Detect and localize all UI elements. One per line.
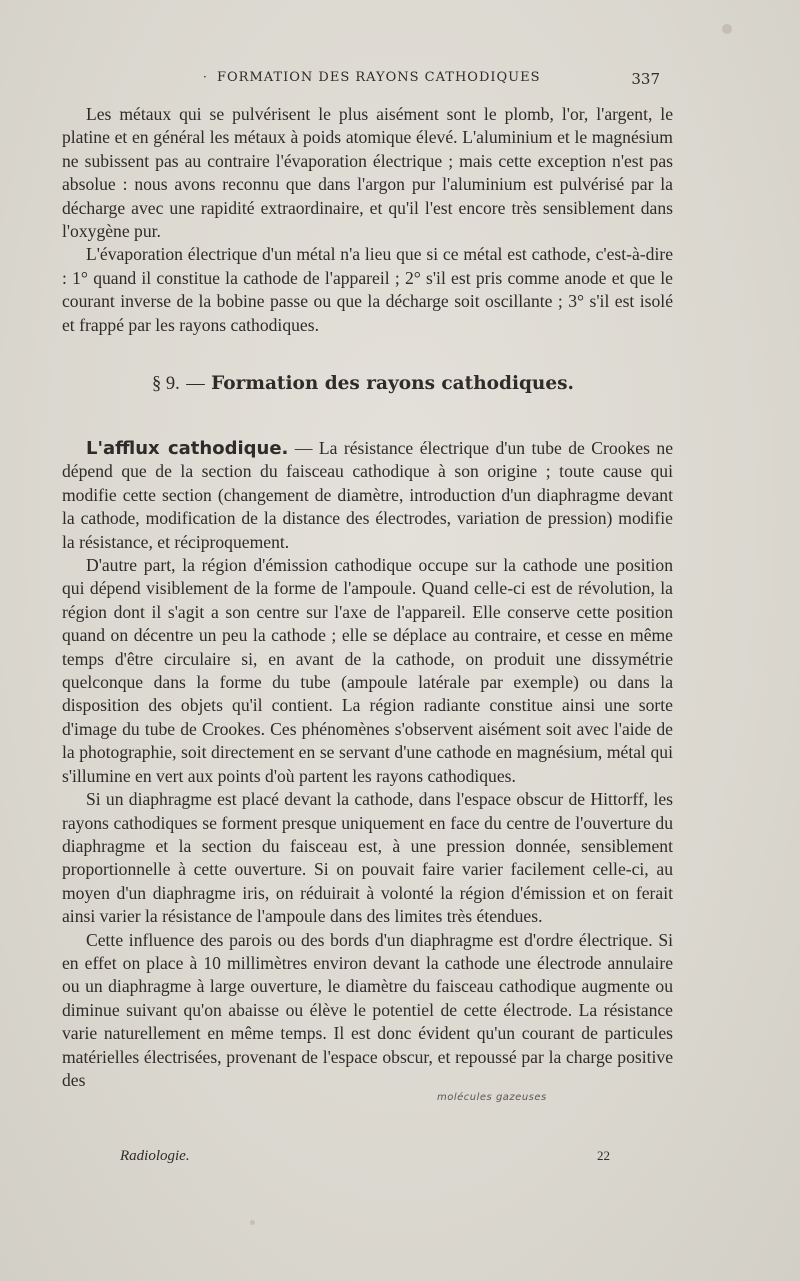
section-title: Formation des rayons cathodiques. [211,373,574,394]
paragraph: Si un diaphragme est placé devant la cathode, dans l'espace obscur de Hittorff, les rayons cathodiques se forment presque uniquement en face du centre de l'ouverture du diaphragme et la section du faisceau est, à une pression donnée, sensiblement proportionnelle à cette ouverture. Si on pouvait faire varier facilement celle-ci, au moyen d'un diaphragme iris, on réduirait à volonté la région d'émission et on ferait ainsi varier la résistance de l'ampoule dans des limites très étendues. [62,789,673,927]
paper-stain [722,24,732,34]
paragraph: Les métaux qui se pulvérisent le plus aisément sont le plomb, l'or, l'argent, le platine et en général les métaux à poids atomique élevé. L'aluminium et le magnésium ne subissent pas au contraire l'évaporation électrique ; mais cette exception n'est pas absolue : nous avons reconnu que dans l'argon pur l'aluminium est pulvérisé par la décharge avec une rapidité extraordinaire, et qu'il l'est encore très sensiblement dans l'oxygène pur. [62,104,673,242]
section-dash: — [186,374,205,394]
page-footer [120,1148,610,1170]
header-dot: · [203,70,207,84]
page-number: 337 [631,70,660,88]
runin-heading: L'afflux cathodique. [86,438,289,459]
signature-mark: Radiologie. [120,1148,190,1164]
running-title: FORMATION DES RAYONS CATHODIQUES [217,70,541,85]
paragraph: D'autre part, la région d'émission cathodique occupe sur la cathode une position qui dépend visiblement de la forme de l'ampoule. Quand celle-ci est de révolution, la région dont il s'agit a son centre sur l'axe de l'appareil. Elle conserve cette position quand on décentre un peu la cathode ; elle se déplace au contraire, et cesse en même temps d'être circulaire si, en avant de la cathode, on produit une dissymétrie quelconque dans la forme du tube (ampoule latérale par exemple) ou dans la disposition des objets qu'il contient. La région radiante constitue ainsi une sorte d'image du tube de Crookes. Ces phénomènes s'observent aisément soit avec l'aide de la photographie, soit directement en se servant d'une cathode en magnésium, métal qui s'illumine en vert aux points d'où partent les rayons cathodiques. [62,555,673,786]
handwritten-annotation: molécules gazeuses [437,1092,547,1103]
paragraph-text: La résistance électrique d'un tube de Crookes ne dépend que de la section du faisceau cathodique à son origine ; toute cause qui modifie cette section (changement de diamètre, introduction d'un diaphragme devant la cathode, modification de la distance des électrodes, variation de pression) modifie la résistance, et réciproquement. [62,438,673,552]
paper-stain [250,1220,255,1225]
text-block-main [62,437,673,1092]
runin-dash: — [294,438,313,458]
section-number: § 9. [152,374,180,394]
signature-number: 22 [597,1148,610,1163]
paragraph: L'évaporation électrique d'un métal n'a lieu que si ce métal est cathode, c'est-à-dire : 1° quand il constitue la cathode de l'appareil ; 2° s'il est pris comme anode et que le courant inverse de la bobine passe ou que la décharge soit oscillante ; 3° s'il est isolé et frappé par les rayons cathodiques. [62,244,673,335]
text-block-top [62,103,673,337]
paragraph: Cette influence des parois ou des bords d'un diaphragme est d'ordre électrique. Si en effet on place à 10 millimètres environ devant la cathode une électrode annulaire ou un diaphragme à large ouverture, le diamètre du faisceau cathodique augmente ou diminue suivant qu'on abaisse ou élève le potentiel de cette électrode. La résistance varie naturellement en même temps. Il est donc évident qu'un courant de particules matérielles électrisées, provenant de l'espace obscur, et repoussé par la charge positive des [62,929,673,1090]
section-heading [0,373,726,395]
running-head [85,66,660,92]
paragraph [62,437,673,554]
